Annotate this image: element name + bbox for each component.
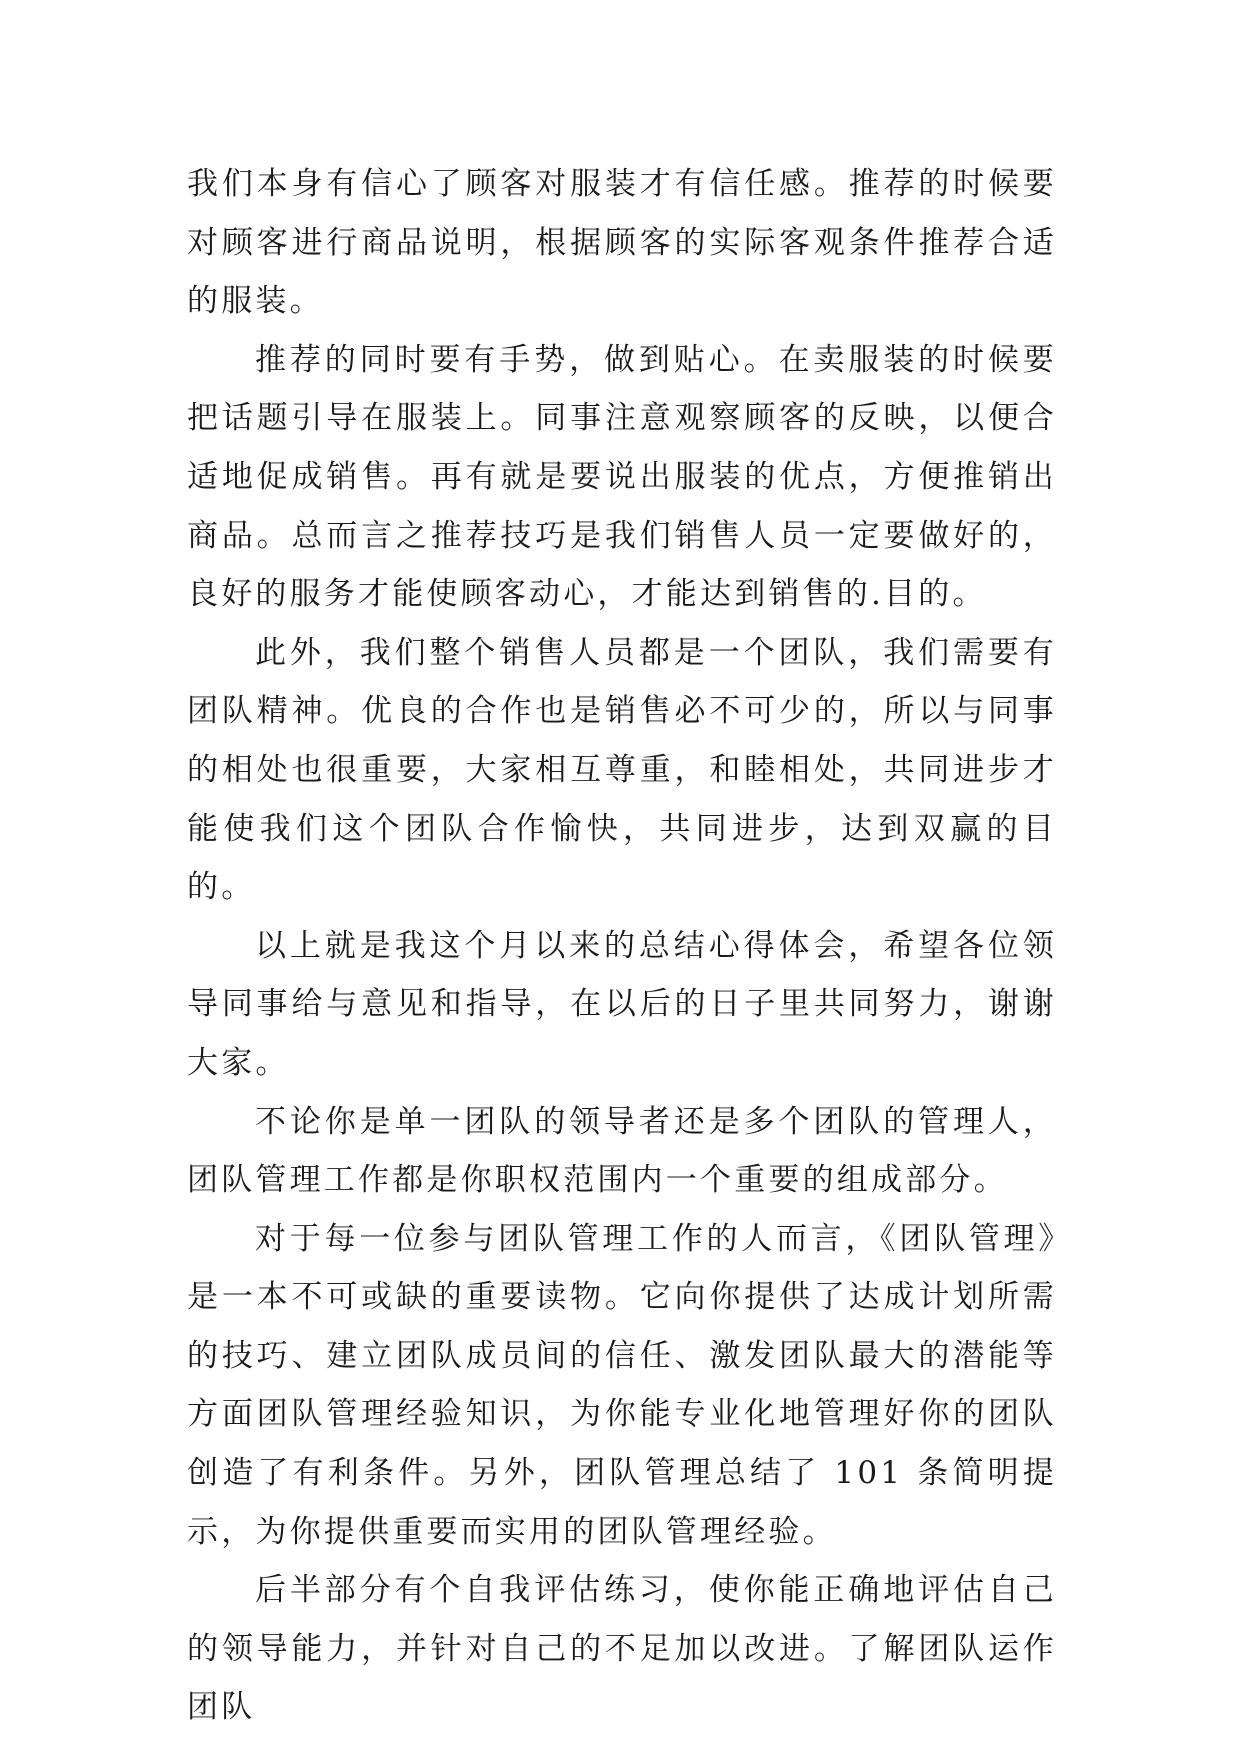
paragraph-1: 我们本身有信心了顾客对服装才有信任感。推荐的时候要对顾客进行商品说明，根据顾客的实际客观条件推荐合适的服装。: [187, 166, 1057, 320]
paragraph-6: 对于每一位参与团队管理工作的人而言，《团队管理》是一本不可或缺的重要读物。它向你提供了达成计划所需的技巧、建立团队成员间的信任、激发团队最大的潜能等方面团队管理经验知识，为你能专业化地管理好你的团队创造了有利条件。另外，团队管理总结了 101 条简明提示，为你提供重要而实用的团队管理经验。: [187, 1220, 1057, 1550]
paragraph-4: 以上就是我这个月以来的总结心得体会，希望各位领导同事给与意见和指导，在以后的日子里共同努力，谢谢大家。: [187, 927, 1057, 1081]
paragraph-5: 不论你是单一团队的领导者还是多个团队的管理人，团队管理工作都是你职权范围内一个重要的组成部分。: [187, 1103, 1057, 1199]
paragraph-7: 后半部分有个自我评估练习，使你能正确地评估自己的领导能力，并针对自己的不足加以改进。了解团队运作团队: [187, 1572, 1057, 1726]
paragraph-3: 此外，我们整个销售人员都是一个团队，我们需要有团队精神。优良的合作也是销售必不可少的，所以与同事的相处也很重要，大家相互尊重，和睦相处，共同进步才能使我们这个团队合作愉快，共同进步，达到双赢的目的。: [187, 634, 1057, 906]
document-body: [187, 155, 1057, 1737]
paragraph-2: 推荐的同时要有手势，做到贴心。在卖服装的时候要把话题引导在服装上。同事注意观察顾客的反映，以便合适地促成销售。再有就是要说出服装的优点，方便推销出商品。总而言之推荐技巧是我们销售人员一定要做好的，良好的服务才能使顾客动心，才能达到销售的.目的。: [187, 341, 1057, 613]
